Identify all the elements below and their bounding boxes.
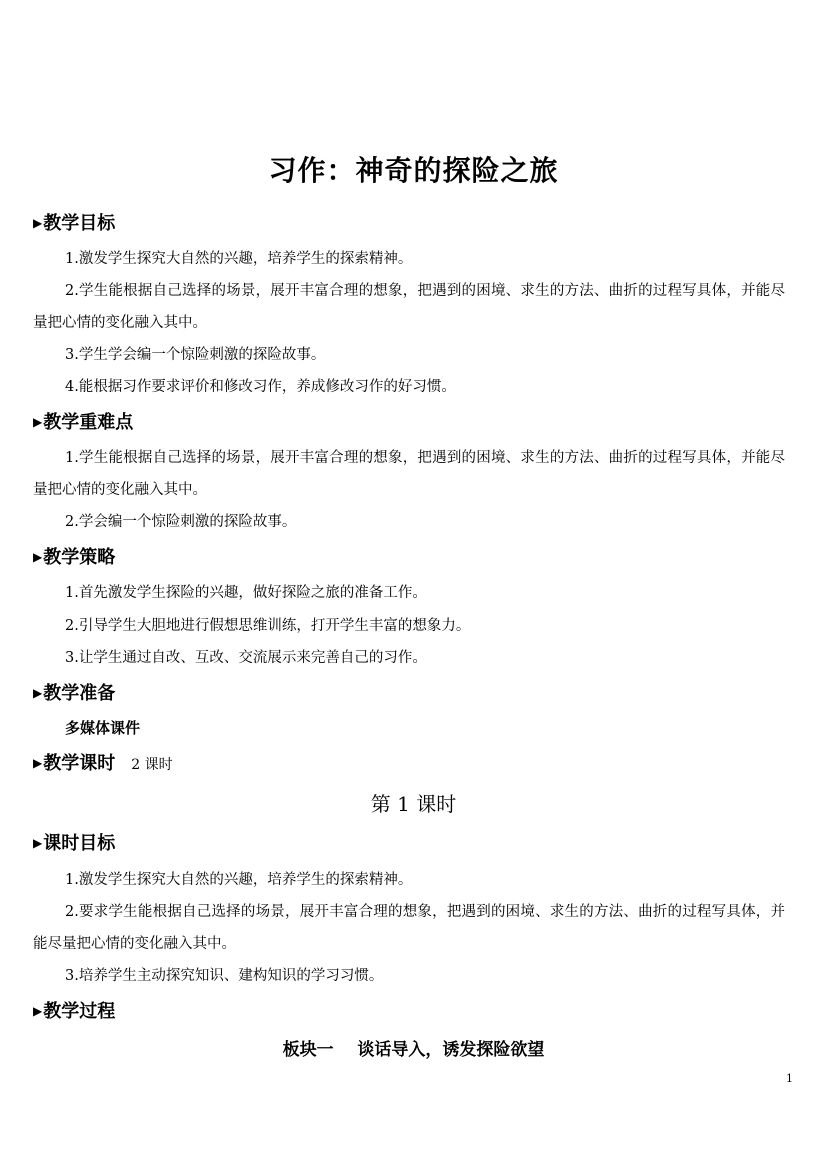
- triangle-bullet-icon: ▶: [33, 836, 43, 850]
- hours-value: 2 课时: [131, 757, 173, 773]
- triangle-bullet-icon: ▶: [33, 216, 43, 230]
- heading-label: 教学过程: [43, 1001, 116, 1022]
- heading-label: 课时目标: [43, 833, 116, 854]
- strategy-item-2: 2.引导学生大胆地进行假想思维训练，打开学生丰富的想象力。: [65, 618, 471, 634]
- block-title: 板块一 谈话导入，诱发探险欲望: [282, 1040, 545, 1060]
- goal-item-2: 2.学生能根据自己选择的场景，展开丰富合理的想象，把遇到的困境、求生的方法、曲折的过程写具体，并能尽量把心情的变化融入其中。: [33, 283, 785, 331]
- key-point-item-2: 2.学会编一个惊险刺激的探险故事。: [65, 514, 297, 530]
- heading-label: 教学重难点: [43, 412, 134, 433]
- section-heading-hours: [33, 751, 173, 777]
- strategy-item-1: 1.首先激发学生探险的兴趣，做好探险之旅的准备工作。: [65, 585, 427, 601]
- page-number: 1: [786, 1072, 793, 1085]
- heading-label: 教学策略: [43, 547, 116, 568]
- heading-label: 教学准备: [43, 683, 116, 704]
- heading-label: 教学目标: [43, 213, 116, 234]
- strategy-item-3: 3.让学生通过自改、互改、交流展示来完善自己的习作。: [65, 650, 427, 666]
- key-point-item-1: 1.学生能根据自己选择的场景，展开丰富合理的想象，把遇到的困境、求生的方法、曲折的过程写具体，并能尽量把心情的变化融入其中。: [33, 450, 785, 498]
- page-title: 习作：神奇的探险之旅: [268, 154, 559, 187]
- triangle-bullet-icon: ▶: [33, 1004, 43, 1018]
- lesson-goal-item-2: 2.要求学生能根据自己选择的场景，展开丰富合理的想象，把遇到的困境、求生的方法、曲折的过程写具体，并能尽量把心情的变化融入其中。: [33, 904, 785, 952]
- preparation-content: 多媒体课件: [65, 719, 141, 737]
- lesson-title: 第 1 课时: [370, 792, 457, 816]
- section-heading-preparation: [33, 681, 115, 706]
- goal-item-3: 3.学生学会编一个惊险刺激的探险故事。: [65, 347, 326, 363]
- lesson-goal-item-3: 3.培养学生主动探究知识、建构知识的学习习惯。: [65, 968, 384, 984]
- goal-item-1: 1.激发学生探究大自然的兴趣，培养学生的探索精神。: [65, 251, 413, 267]
- section-heading-lesson-goals: [33, 831, 115, 856]
- goal-item-4: 4.能根据习作要求评价和修改习作，养成修改习作的好习惯。: [65, 379, 456, 395]
- section-heading-key-points: [33, 410, 133, 435]
- section-heading-strategy: [33, 545, 115, 570]
- triangle-bullet-icon: ▶: [33, 415, 43, 429]
- triangle-bullet-icon: ▶: [33, 686, 43, 700]
- triangle-bullet-icon: ▶: [33, 756, 43, 770]
- heading-label: 教学课时: [43, 753, 116, 774]
- lesson-goal-item-1: 1.激发学生探究大自然的兴趣，培养学生的探索精神。: [65, 872, 413, 888]
- triangle-bullet-icon: ▶: [33, 550, 43, 564]
- section-heading-goals: [33, 211, 115, 236]
- section-heading-process: [33, 999, 115, 1024]
